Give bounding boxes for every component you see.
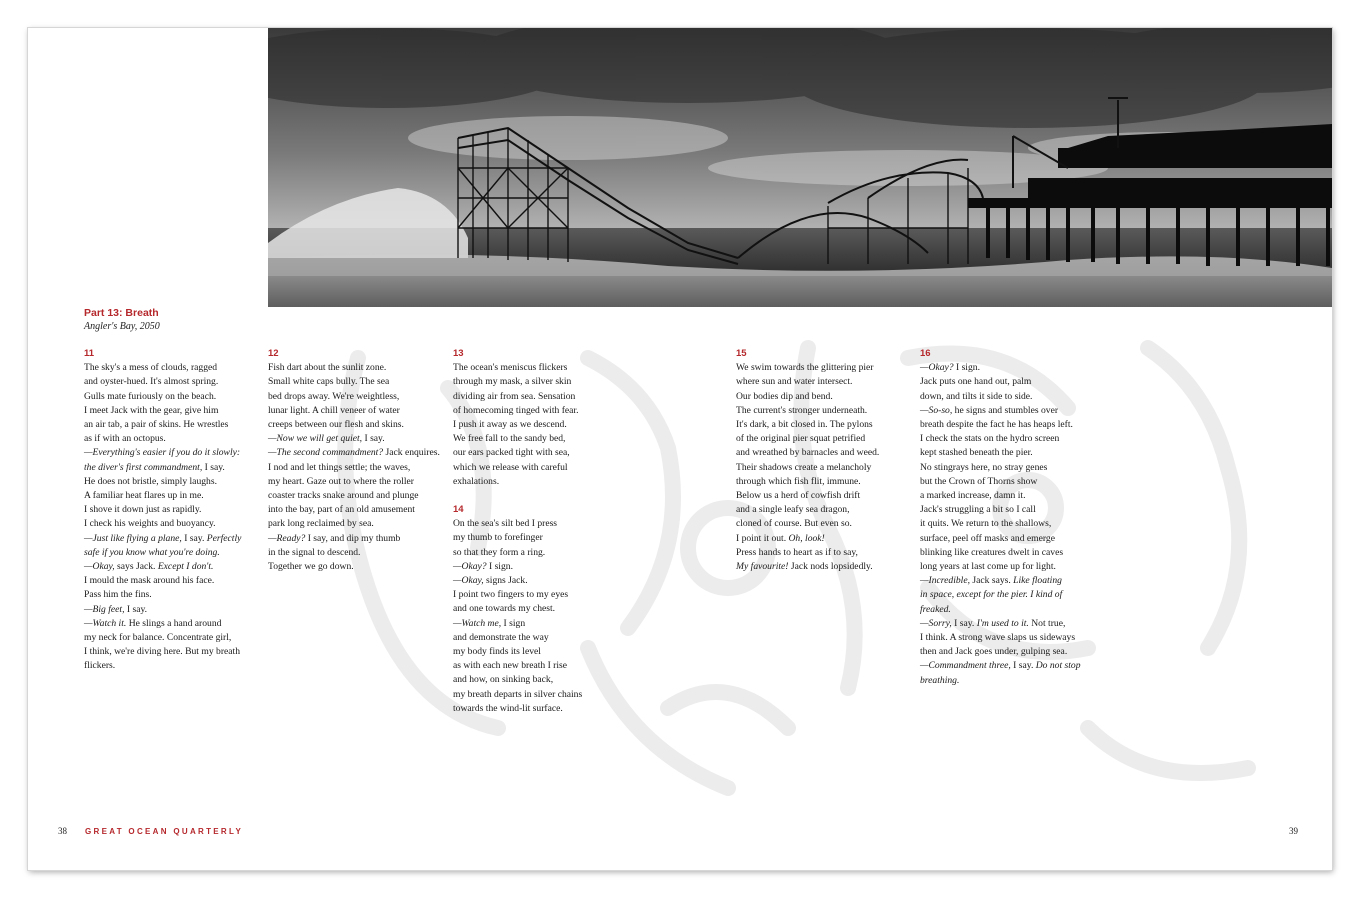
poem-line — [453, 361, 633, 375]
section-heading — [84, 306, 160, 334]
line-text: He does not bristle, simply laughs. — [84, 475, 217, 487]
line-text: I think, we're diving here. But my breath — [84, 646, 240, 658]
line-text: Together we go down. — [268, 561, 354, 573]
line-text: I sign. — [953, 362, 980, 374]
line-text: lunar light. A chill veneer of water — [268, 404, 400, 416]
line-text: It's dark, a bit closed in. The pylons — [736, 419, 873, 431]
poem-line — [84, 418, 264, 432]
line-text: Small white caps bully. The sea — [268, 376, 390, 388]
line-text: I point it out. — [736, 532, 789, 544]
poem-line — [736, 432, 916, 446]
part-title: Part 13: Breath — [84, 307, 159, 319]
line-text: —Sorry, — [920, 617, 952, 629]
poem-line — [453, 631, 633, 645]
line-text: dividing air from sea. Sensation — [453, 390, 576, 402]
line-text: surface, peel off masks and emerge — [920, 532, 1055, 544]
line-text: Our bodies dip and bend. — [736, 390, 833, 402]
line-text: kept stashed beneath the pier. — [920, 447, 1033, 459]
poem-line — [268, 560, 448, 574]
text-column-3 — [453, 347, 633, 716]
poem-line — [84, 517, 264, 531]
line-text: Like floating — [1013, 575, 1062, 587]
line-text: coaster tracks snake around and plunge — [268, 490, 419, 502]
line-text: I check the stats on the hydro screen — [920, 433, 1060, 445]
poem-line — [84, 446, 264, 460]
poem-line — [736, 546, 916, 560]
line-text: Do not stop — [1035, 660, 1081, 672]
line-text: —Everything's easier if you do it slowly: — [84, 447, 241, 459]
poem-line — [453, 404, 633, 418]
line-text: —Now we will get quiet, — [268, 433, 363, 445]
poem-line — [268, 432, 448, 446]
poem-line — [920, 631, 1120, 645]
poem-line — [84, 404, 264, 418]
line-text: The ocean's meniscus flickers — [453, 362, 568, 374]
poem-line — [920, 418, 1120, 432]
poem-line — [268, 517, 448, 531]
line-text: —Okay? — [453, 560, 487, 572]
line-text: says Jack. — [114, 561, 158, 573]
line-text: I shove it down just as rapidly. — [84, 504, 202, 516]
line-text: I sign. — [486, 560, 513, 572]
poem-section-12 — [268, 347, 448, 574]
line-text: Gulls mate furiously on the beach. — [84, 390, 217, 402]
poem-line — [268, 418, 448, 432]
line-text: I check his weights and buoyancy. — [84, 518, 216, 530]
poem-section-14 — [453, 503, 633, 716]
line-text: Except I don't. — [157, 561, 214, 573]
line-text: I sign — [501, 617, 526, 629]
line-text: I point two fingers to my eyes — [453, 589, 569, 601]
line-text: —Watch me, — [453, 617, 502, 629]
line-text: —Ready? — [268, 532, 306, 544]
line-text: breath despite the fact he has heaps left. — [920, 419, 1073, 431]
poem-line — [453, 446, 633, 460]
line-text: in space, except for the pier. I kind of — [920, 589, 1063, 601]
line-text: signs Jack. — [483, 575, 528, 587]
poem-line — [268, 390, 448, 404]
poem-line — [453, 375, 633, 389]
poem-line — [736, 461, 916, 475]
poem-section-15 — [736, 347, 916, 574]
line-text: I say. — [951, 617, 977, 629]
line-text: —So-so, — [920, 404, 953, 416]
line-text: and demonstrate the way — [453, 631, 549, 643]
line-text: safe if you know what you're doing. — [84, 546, 220, 558]
line-text: Oh, look! — [788, 532, 825, 544]
poem-line — [736, 390, 916, 404]
line-text: I think. A strong wave slaps us sideways — [920, 632, 1076, 644]
line-text: and wreathed by barnacles and weed. — [736, 447, 880, 459]
line-text: Jack enquires. — [383, 447, 440, 459]
line-text: On the sea's silt bed I press — [453, 518, 558, 530]
poem-line — [736, 375, 916, 389]
text-column-2 — [268, 347, 448, 574]
poem-line — [453, 418, 633, 432]
poem-line — [920, 617, 1120, 631]
poem-line — [920, 503, 1120, 517]
poem-line — [736, 503, 916, 517]
poem-line — [453, 546, 633, 560]
line-text: through my mask, a silver skin — [453, 376, 572, 388]
magazine-spread — [28, 28, 1332, 870]
line-text: down, and tilts it side to side. — [920, 390, 1033, 402]
poem-line — [920, 532, 1120, 546]
line-text: and oyster-hued. It's almost spring. — [84, 376, 219, 388]
poem-line — [920, 659, 1120, 673]
poem-line — [84, 645, 264, 659]
poem-line — [84, 588, 264, 602]
line-text: and a single leafy sea dragon, — [736, 504, 850, 516]
poem-line — [84, 489, 264, 503]
line-text: my thumb to forefinger — [453, 532, 543, 544]
poem-line — [920, 645, 1120, 659]
line-text: —Incredible, — [920, 575, 970, 587]
line-text: I say, and dip my thumb — [305, 532, 401, 544]
poem-line — [268, 532, 448, 546]
poem-line — [736, 446, 916, 460]
poem-line — [453, 574, 633, 588]
line-text: an air tab, a pair of skins. He wrestles — [84, 419, 229, 431]
section-number: 15 — [736, 348, 747, 359]
line-text: where sun and water intersect. — [736, 376, 853, 388]
poem-section-13 — [453, 347, 633, 489]
line-text: then and Jack goes under, gulping sea. — [920, 646, 1068, 658]
poem-line — [920, 446, 1120, 460]
line-text: —Just like flying a plane, — [84, 532, 182, 544]
poem-line — [453, 702, 633, 716]
text-column-5 — [920, 347, 1120, 688]
poem-line — [736, 489, 916, 503]
poem-line — [920, 489, 1120, 503]
poem-line — [736, 532, 916, 546]
roller-coaster-photo — [268, 28, 1332, 307]
poem-line — [453, 390, 633, 404]
line-text: Their shadows create a melancholy — [736, 461, 872, 473]
line-text: Perfectly — [206, 532, 242, 544]
poem-line — [736, 475, 916, 489]
poem-line — [453, 602, 633, 616]
line-text: through which fish flit, immune. — [736, 475, 861, 487]
line-text: Jack says. — [970, 575, 1014, 587]
poem-line — [268, 503, 448, 517]
poem-line — [920, 517, 1120, 531]
line-text: creeps between our flesh and skins. — [268, 419, 404, 431]
poem-section-11 — [84, 347, 264, 674]
line-text: and how, on sinking back, — [453, 674, 554, 686]
poem-line — [453, 531, 633, 545]
line-text: Press hands to heart as if to say, — [736, 546, 858, 558]
poem-section-16 — [920, 347, 1120, 688]
poem-line — [920, 588, 1120, 602]
line-text: of homecoming tinged with fear. — [453, 404, 579, 416]
poem-line — [84, 546, 264, 560]
poem-line — [453, 659, 633, 673]
poem-line — [84, 461, 264, 475]
line-text: I push it away as we descend. — [453, 419, 567, 431]
line-text: Fish dart about the sunlit zone. — [268, 362, 387, 374]
poem-line — [84, 603, 264, 617]
line-text: Jack's struggling a bit so I call — [920, 504, 1036, 516]
poem-line — [453, 432, 633, 446]
poem-line — [736, 517, 916, 531]
line-text: —Commandment three, — [920, 660, 1011, 672]
poem-line — [920, 546, 1120, 560]
line-text: Jack puts one hand out, palm — [920, 376, 1032, 388]
line-text: I say. — [1010, 660, 1036, 672]
line-text: The sky's a mess of clouds, ragged — [84, 362, 218, 374]
line-text: I meet Jack with the gear, give him — [84, 404, 219, 416]
poem-line — [268, 404, 448, 418]
poem-line — [920, 603, 1120, 617]
poem-line — [84, 503, 264, 517]
poem-line — [453, 475, 633, 489]
line-text: No stingrays here, no stray genes — [920, 461, 1048, 473]
line-text: my heart. Gaze out to where the roller — [268, 475, 414, 487]
poem-line — [84, 361, 264, 375]
poem-line — [736, 361, 916, 375]
poem-line — [268, 461, 448, 475]
line-text: blinking like creatures dwelt in caves — [920, 546, 1064, 558]
poem-line — [736, 404, 916, 418]
line-text: Below us a herd of cowfish drift — [736, 490, 861, 502]
poem-line — [84, 574, 264, 588]
line-text: freaked. — [920, 603, 951, 615]
poem-line — [920, 390, 1120, 404]
line-text: it quits. We return to the shallows, — [920, 518, 1052, 530]
line-text: —Big feet, — [84, 603, 125, 615]
poem-line — [268, 361, 448, 375]
poem-line — [920, 560, 1120, 574]
line-text: exhalations. — [453, 475, 500, 487]
poem-line — [736, 560, 916, 574]
poem-line — [920, 404, 1120, 418]
poem-line — [84, 631, 264, 645]
line-text: a marked increase, damn it. — [920, 490, 1026, 502]
section-number: 13 — [453, 348, 464, 359]
section-number: 14 — [453, 504, 464, 516]
line-text: park long reclaimed by sea. — [268, 518, 374, 530]
poem-line — [84, 390, 264, 404]
line-text: which we release with careful — [453, 461, 568, 473]
line-text: —Watch it. — [84, 617, 127, 629]
poem-line — [84, 617, 264, 631]
poem-line — [920, 674, 1120, 688]
line-text: Not true, — [1028, 617, 1066, 629]
line-text: I say. — [181, 532, 207, 544]
poem-line — [268, 375, 448, 389]
line-text: I say. — [362, 433, 385, 445]
line-text: in the signal to descend. — [268, 546, 361, 558]
line-text: bed drops away. We're weightless, — [268, 390, 400, 402]
poem-line — [736, 418, 916, 432]
line-text: We free fall to the sandy bed, — [453, 433, 566, 445]
line-text: into the bay, part of an old amusement — [268, 504, 415, 516]
poem-line — [453, 673, 633, 687]
poem-line — [920, 361, 1120, 375]
poem-line — [453, 588, 633, 602]
section-number: 16 — [920, 348, 931, 359]
text-column-4 — [736, 347, 916, 574]
line-text: and one towards my chest. — [453, 603, 556, 615]
poem-line — [453, 645, 633, 659]
poem-line — [84, 659, 264, 673]
poem-line — [268, 446, 448, 460]
poem-line — [453, 461, 633, 475]
line-text: I nod and let things settle; the waves, — [268, 461, 411, 473]
left-page-number: 38 — [58, 826, 67, 836]
line-text: my breath departs in silver chains — [453, 688, 583, 700]
line-text: my body finds its level — [453, 646, 541, 658]
section-number: 11 — [84, 348, 95, 359]
line-text: so that they form a ring. — [453, 546, 546, 558]
poem-line — [84, 375, 264, 389]
section-number: 12 — [268, 348, 279, 359]
poem-line — [453, 617, 633, 631]
line-text: A familiar heat flares up in me. — [84, 490, 204, 502]
line-text: breathing. — [920, 674, 960, 686]
poem-line — [84, 475, 264, 489]
line-text: —The second commandment? — [268, 447, 384, 459]
line-text: I say. — [202, 461, 225, 473]
line-text: my neck for balance. Concentrate girl, — [84, 632, 232, 644]
line-text: cloned of course. But even so. — [736, 518, 852, 530]
line-text: —Okay? — [920, 362, 954, 374]
line-text: I say. — [124, 603, 148, 615]
poem-line — [268, 475, 448, 489]
line-text: Pass him the fins. — [84, 589, 152, 601]
poem-line — [84, 560, 264, 574]
line-text: We swim towards the glittering pier — [736, 362, 874, 374]
line-text: our ears packed tight with sea, — [453, 447, 570, 459]
poem-line — [920, 461, 1120, 475]
line-text: as with each new breath I rise — [453, 660, 568, 672]
poem-line — [453, 517, 633, 531]
line-text: the diver's first commandment, — [84, 461, 203, 473]
line-text: Jack nods lopsidedly. — [788, 561, 873, 573]
poem-line — [268, 546, 448, 560]
poem-line — [453, 560, 633, 574]
line-text: My favourite! — [736, 561, 789, 573]
poem-line — [920, 432, 1120, 446]
text-column-1 — [84, 347, 264, 674]
poem-line — [84, 432, 264, 446]
poem-line — [84, 532, 264, 546]
line-text: I mould the mask around his face. — [84, 575, 215, 587]
line-text: —Okay, — [453, 575, 484, 587]
line-text: —Okay, — [84, 561, 115, 573]
line-text: He slings a hand around — [126, 617, 222, 629]
line-text: towards the wind-lit surface. — [453, 702, 563, 714]
line-text: of the original pier squat petrified — [736, 433, 866, 445]
poem-line — [453, 688, 633, 702]
line-text: long years at last come up for light. — [920, 561, 1056, 573]
line-text: I'm used to it. — [976, 617, 1029, 629]
line-text: flickers. — [84, 660, 116, 672]
magazine-masthead: GREAT OCEAN QUARTERLY — [85, 827, 244, 836]
part-subtitle: Angler's Bay, 2050 — [84, 321, 160, 332]
poem-line — [920, 574, 1120, 588]
line-text: as if with an octopus. — [84, 433, 166, 445]
right-page-number: 39 — [1289, 826, 1298, 836]
line-text: The current's stronger underneath. — [736, 404, 868, 416]
line-text: but the Crown of Thorns show — [920, 475, 1038, 487]
poem-line — [920, 375, 1120, 389]
poem-line — [268, 489, 448, 503]
poem-line — [920, 475, 1120, 489]
line-text: he signs and stumbles over — [952, 404, 1059, 416]
